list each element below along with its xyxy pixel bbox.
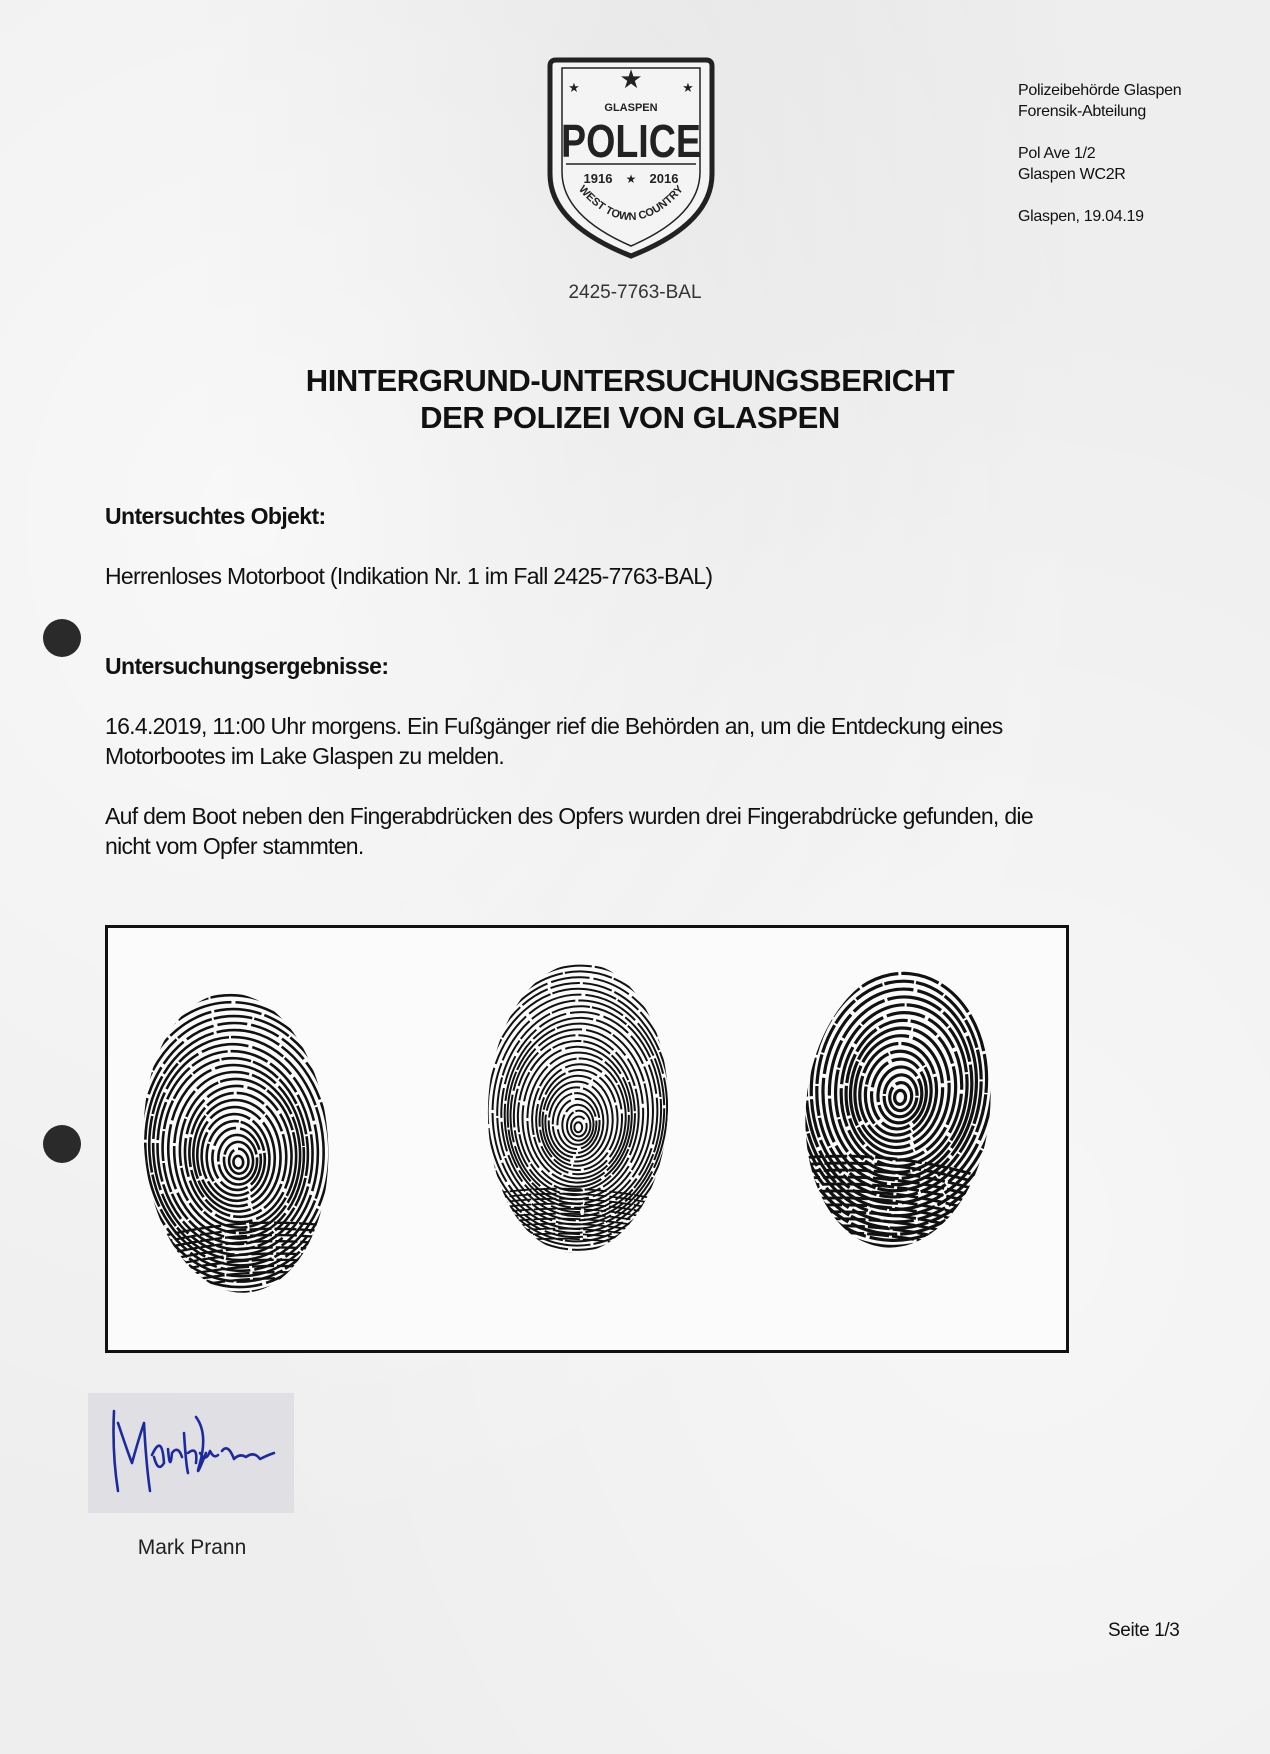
address-date: Glaspen, 19.04.19 — [1018, 208, 1144, 225]
address-line-agency: Polizeibehörde Glaspen — [1018, 82, 1182, 99]
report-title — [130, 362, 1130, 436]
sender-address — [1018, 80, 1181, 227]
case-number: 2425-7763-BAL — [568, 282, 702, 303]
signer-name: Mark Prann — [137, 1536, 247, 1559]
signature-image — [88, 1393, 294, 1513]
object-text: Herrenloses Motorboot (Indikation Nr. 1 im Fall 2425-7763-BAL) — [105, 563, 713, 589]
badge-main-text: POLICE — [561, 115, 701, 167]
svg-text:★: ★ — [625, 172, 637, 186]
address-line-department: Forensik-Abteilung — [1018, 103, 1146, 120]
punch-hole — [43, 619, 81, 657]
object-heading: Untersuchtes Objekt: — [105, 503, 326, 529]
badge-arc-text: WEST TOWN COUNTRY — [576, 183, 686, 224]
results-paragraph-2: Auf dem Boot neben den Fingerabdrücken des Opfers wurden drei Fingerabdrücke gefunden, die nicht vom Opfer stammten. — [105, 803, 1033, 859]
results-heading: Untersuchungsergebnisse: — [105, 653, 389, 679]
fingerprint-panel — [105, 925, 1069, 1353]
address-line-street: Pol Ave 1/2 — [1018, 145, 1096, 162]
address-line-city: Glaspen WC2R — [1018, 166, 1126, 183]
report-title-line-2: DER POLIZEI VON GLASPEN — [420, 400, 840, 435]
badge-top-text: GLASPEN — [604, 102, 658, 114]
fingerprint-3 — [704, 928, 1066, 1314]
badge-year-left: 1916 — [583, 171, 613, 186]
badge-year-right: 2016 — [649, 171, 679, 186]
fingerprint-2 — [389, 928, 772, 1332]
results-paragraph-1: 16.4.2019, 11:00 Uhr morgens. Ein Fußgänger rief die Behörden an, um die Entdeckung eines Motorbootes im Lake Glaspen zu melden. — [105, 713, 1003, 769]
svg-text:★: ★ — [682, 81, 694, 96]
handwritten-signature — [88, 1393, 294, 1513]
report-title-line-1: HINTERGRUND-UNTERSUCHUNGSBERICHT — [305, 363, 955, 398]
svg-text:★: ★ — [568, 81, 580, 96]
punch-hole — [43, 1125, 81, 1163]
page-number: Seite 1/3 — [1108, 1620, 1180, 1641]
fingerprint-1 — [108, 928, 441, 1350]
svg-text:★: ★ — [619, 65, 643, 95]
police-badge-logo — [546, 56, 716, 260]
